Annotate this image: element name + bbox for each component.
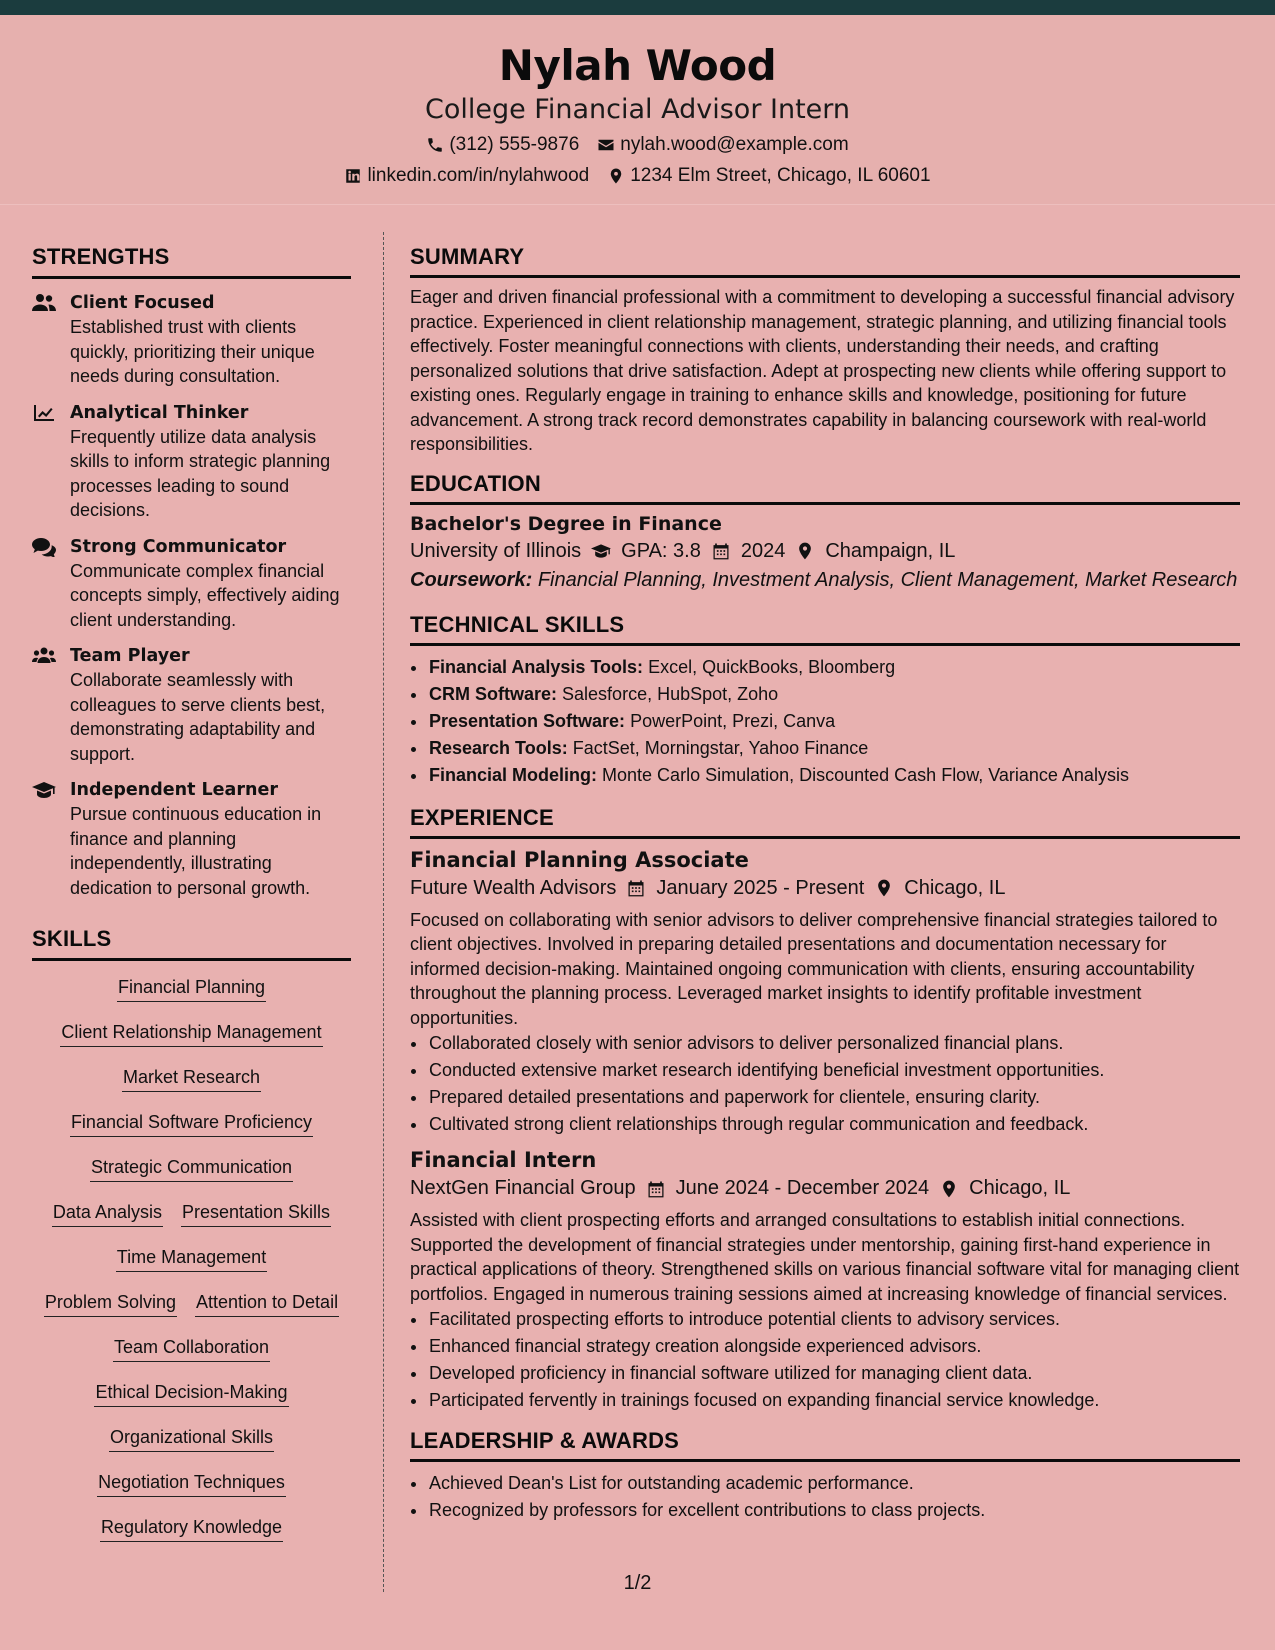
tech-value: Salesforce, HubSpot, Zoho — [562, 683, 779, 704]
job-dates-item — [626, 877, 864, 900]
job-bullets — [410, 1306, 1240, 1414]
company-name: NextGen Financial Group — [410, 1177, 636, 1199]
list-item: • Developed proficiency in financial software utilized for managing client data. — [428, 1360, 1240, 1387]
skills-row — [32, 1470, 351, 1515]
job-dates: June 2024 - December 2024 — [675, 1177, 930, 1199]
tech-label: Research Tools: — [429, 737, 568, 758]
job-meta — [410, 1177, 1240, 1200]
skill-tag: Regulatory Knowledge — [100, 1515, 283, 1542]
strength-desc: Communicate complex financial concepts simply, effectively aiding client understanding. — [70, 560, 340, 630]
edu-location-text: Champaign, IL — [825, 539, 956, 562]
strength-title: Strong Communicator — [70, 536, 287, 557]
page-number: 1/2 — [623, 1572, 652, 1594]
candidate-role: College Financial Advisor Intern — [424, 94, 851, 125]
right-column — [410, 244, 1240, 1524]
education-meta — [410, 540, 1240, 563]
gpa-item — [591, 540, 701, 563]
list-item — [428, 735, 1240, 762]
column-divider — [383, 232, 384, 1592]
resume-header — [0, 15, 1275, 205]
skill-tag: Strategic Communication — [90, 1155, 293, 1182]
map-marker-icon — [607, 167, 625, 185]
skill-tag: Financial Planning — [117, 975, 266, 1002]
list-item: • Recognized by professors for excellent contributions to class projects. — [428, 1497, 1240, 1524]
degree-title: Bachelor's Degree in Finance — [410, 512, 722, 535]
list-item — [428, 681, 1240, 708]
phone-text: (312) 555-9876 — [449, 134, 580, 155]
tech-value: Excel, QuickBooks, Bloomberg — [648, 656, 896, 677]
list-item: • Cultivated strong client relationships through regular communication and feedback. — [428, 1111, 1240, 1138]
year-text: 2024 — [740, 539, 786, 562]
education-heading: EDUCATION — [410, 471, 1240, 505]
skill-tag: Team Collaboration — [113, 1335, 270, 1362]
gpa-text: GPA: 3.8 — [621, 539, 701, 562]
strength-item — [32, 778, 351, 900]
leadership-list — [410, 1470, 1240, 1524]
list-item — [428, 708, 1240, 735]
skills-row — [32, 1245, 351, 1290]
job-location-item — [874, 877, 1005, 900]
skill-tag: Attention to Detail — [195, 1290, 339, 1317]
phone-icon — [426, 136, 444, 154]
left-column — [32, 244, 351, 1560]
strengths-heading: STRENGTHS — [32, 244, 351, 279]
coursework-line — [410, 569, 1240, 592]
list-item: • Conducted extensive market research identifying beneficial investment opportunities. — [428, 1057, 1240, 1084]
job-bullets — [410, 1030, 1240, 1138]
skills-row — [32, 1515, 351, 1560]
skills-row — [32, 1290, 351, 1335]
tech-label: Financial Analysis Tools: — [429, 656, 644, 677]
skill-tag: Problem Solving — [44, 1290, 177, 1317]
skill-tag: Ethical Decision-Making — [94, 1380, 288, 1407]
coursework-text: Financial Planning, Investment Analysis, Client Management, Market Research — [537, 568, 1238, 591]
strength-item — [32, 535, 351, 633]
email-text: nylah.wood@example.com — [620, 134, 849, 155]
list-item: • Collaborated closely with senior advisors to deliver personalized financial plans. — [428, 1030, 1240, 1057]
calendar-icon — [626, 878, 646, 898]
skill-tag: Time Management — [116, 1245, 267, 1272]
year-item — [711, 540, 786, 563]
strength-desc: Pursue continuous education in finance and planning independently, illustrating dedication to personal growth. — [70, 804, 322, 898]
tech-label: Financial Modeling: — [429, 764, 598, 785]
coursework-label: Coursework: — [410, 568, 533, 591]
linkedin-icon — [344, 167, 362, 185]
list-item: • Prepared detailed presentations and paperwork for clientele, ensuring clarity. — [428, 1084, 1240, 1111]
skill-tag: Data Analysis — [52, 1200, 163, 1227]
calendar-icon — [711, 541, 731, 561]
comments-icon — [32, 537, 56, 557]
skill-tag: Financial Software Proficiency — [70, 1110, 313, 1137]
job-location: Chicago, IL — [904, 876, 1006, 899]
job-description: Focused on collaborating with senior advisors to deliver comprehensive financial strategies tailored to client objectives. Involved in preparing detailed presentations and documentation necessary for informed decision-making. Maintained ongoing communication with clients, ensuring accountability throughout the planning process. Leveraged market insights to identify profitable investment opportunities. — [410, 909, 1218, 1028]
skills-row — [32, 1200, 351, 1245]
company-name: Future Wealth Advisors — [410, 876, 617, 899]
strength-item — [32, 644, 351, 766]
list-item: • Participated fervently in trainings focused on expanding financial service knowledge. — [428, 1387, 1240, 1414]
skills-row — [32, 1380, 351, 1425]
contact-line-1 — [0, 134, 1275, 156]
technical-skills-heading: TECHNICAL SKILLS — [410, 612, 1240, 646]
linkedin-text: linkedin.com/in/nylahwood — [367, 165, 590, 186]
job-location-item — [939, 1177, 1070, 1200]
strength-title: Independent Learner — [70, 780, 278, 800]
strength-title: Team Player — [70, 646, 190, 666]
strength-title: Analytical Thinker — [70, 402, 249, 423]
users-icon — [32, 293, 56, 313]
strength-item — [32, 291, 351, 389]
tech-value: Monte Carlo Simulation, Discounted Cash Flow, Variance Analysis — [602, 764, 1129, 785]
list-item — [428, 762, 1240, 789]
skill-tag: Market Research — [122, 1065, 261, 1092]
skills-row — [32, 1020, 351, 1065]
map-marker-icon — [939, 1179, 959, 1199]
edu-location-item — [795, 540, 955, 563]
job-dates-item — [646, 1177, 930, 1200]
team-icon — [32, 646, 56, 666]
skill-tag: Negotiation Techniques — [97, 1470, 286, 1497]
strength-desc: Established trust with clients quickly, prioritizing their unique needs during consultation. — [70, 317, 315, 386]
graduation-cap-icon — [591, 541, 611, 561]
job-location: Chicago, IL — [969, 1177, 1071, 1199]
strength-title: Client Focused — [70, 293, 215, 313]
linkedin-contact[interactable] — [344, 165, 589, 187]
job-dates: January 2025 - Present — [656, 876, 865, 899]
tech-label: Presentation Software: — [429, 710, 626, 731]
skills-row — [32, 1065, 351, 1110]
skills-list — [32, 975, 351, 1560]
skill-tag: Presentation Skills — [181, 1200, 331, 1227]
contact-line-2 — [0, 165, 1275, 187]
skills-row — [32, 1425, 351, 1470]
skills-heading: SKILLS — [32, 926, 351, 961]
address-contact — [607, 165, 930, 187]
job-description: Assisted with client prospecting efforts and arranged consultations to establish initial connections. Supported the development of financial strategies under mentorship, gaining first-hand experience in practical applications of theory. Strengthened skills on various financial software vital for managing client portfolios. Engaged in numerous training sessions aimed at increasing knowledge of financial services. — [410, 1210, 1240, 1304]
envelope-icon — [597, 136, 615, 154]
leadership-heading: LEADERSHIP & AWARDS — [410, 1428, 1240, 1462]
job-meta — [410, 877, 1240, 900]
calendar-icon — [646, 1179, 666, 1199]
candidate-name: Nylah Wood — [498, 41, 777, 90]
summary-text: Eager and driven financial professional with a commitment to developing a successful financial advisory practice. Experienced in client relationship management, strategic planning, and utilizing financial tools effectively. Foster meaningful connections with clients, understanding their needs, and crafting personalized solutions that drive satisfaction. Adept at prospecting new clients while offering support to existing ones. Regularly engage in training to enhance skills and knowledge, positioning for future advancement. A strong track record demonstrates capability in balancing coursework with real-world responsibilities. — [410, 287, 1235, 454]
summary-heading: SUMMARY — [410, 244, 1240, 278]
skills-row — [32, 1155, 351, 1200]
phone-contact[interactable] — [426, 134, 579, 156]
tech-label: CRM Software: — [429, 683, 558, 704]
email-contact[interactable] — [597, 134, 848, 156]
technical-skills-list — [410, 654, 1240, 789]
strength-item — [32, 401, 351, 523]
tech-value: PowerPoint, Prezi, Canva — [630, 710, 836, 731]
job-title: Financial Intern — [410, 1148, 597, 1172]
map-marker-icon — [874, 878, 894, 898]
skill-tag: Client Relationship Management — [60, 1020, 322, 1047]
school-name: University of Illinois — [410, 539, 582, 562]
skill-tag: Organizational Skills — [109, 1425, 274, 1452]
skills-row — [32, 975, 351, 1020]
strength-desc: Frequently utilize data analysis skills to inform strategic planning processes leading to sound decisions. — [70, 426, 331, 520]
list-item: • Achieved Dean's List for outstanding academic performance. — [428, 1470, 1240, 1497]
list-item: • Facilitated prospecting efforts to introduce potential clients to advisory services. — [428, 1306, 1240, 1333]
skills-row — [32, 1335, 351, 1380]
top-accent-bar — [0, 0, 1275, 15]
job-title: Financial Planning Associate — [410, 847, 749, 872]
strength-desc: Collaborate seamlessly with colleagues to serve clients best, demonstrating adaptability and support. — [70, 670, 326, 764]
graduation-cap-icon — [32, 780, 56, 800]
skills-row — [32, 1110, 351, 1155]
map-marker-icon — [795, 541, 815, 561]
experience-heading: EXPERIENCE — [410, 805, 1240, 839]
chart-line-icon — [32, 403, 56, 423]
list-item — [428, 654, 1240, 681]
tech-value: FactSet, Morningstar, Yahoo Finance — [572, 737, 869, 758]
address-text: 1234 Elm Street, Chicago, IL 60601 — [630, 165, 931, 186]
list-item: • Enhanced financial strategy creation alongside experienced advisors. — [428, 1333, 1240, 1360]
